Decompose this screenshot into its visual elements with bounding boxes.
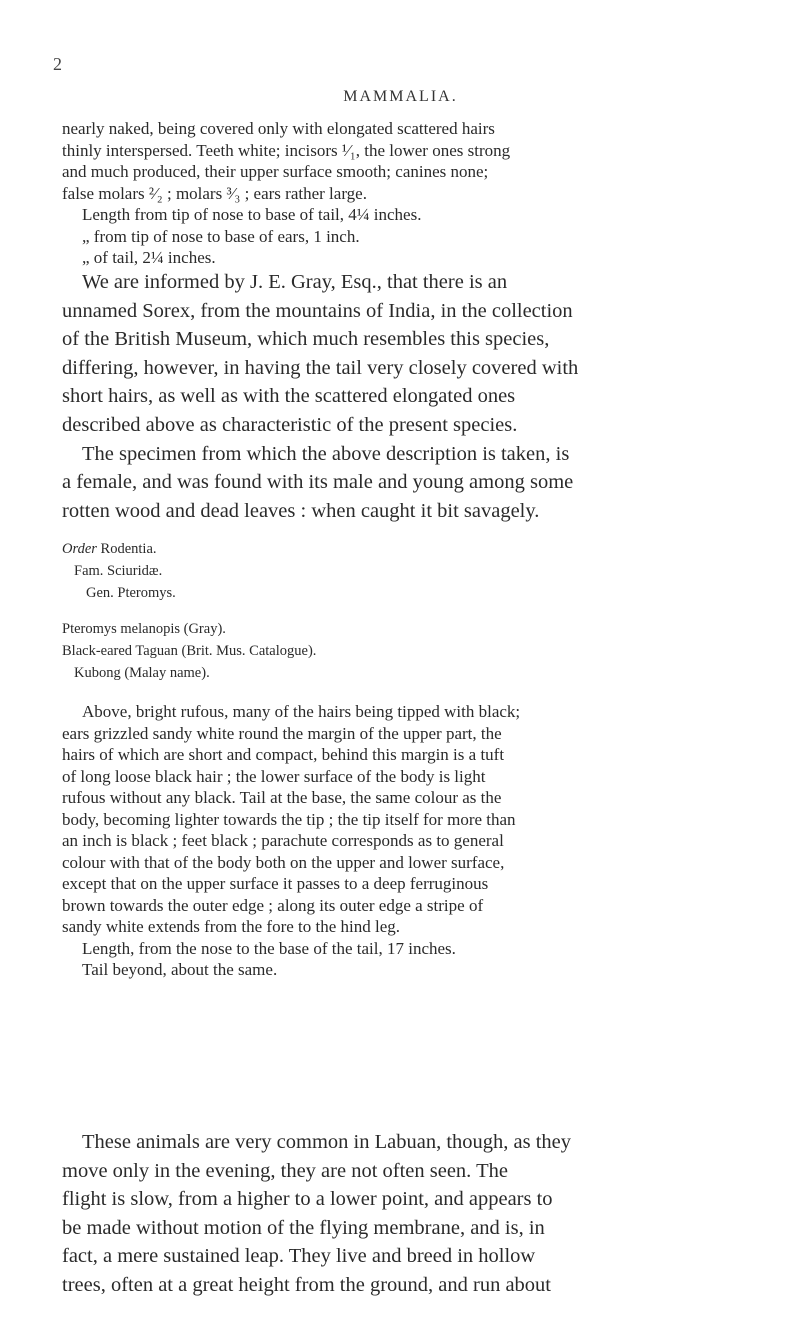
text-line: ears grizzled sandy white round the margin of the upper part, the bbox=[62, 723, 502, 743]
narrative-paragraph bbox=[62, 268, 762, 525]
measurement-line: „ of tail, 2¼ inches. bbox=[82, 248, 216, 267]
taxonomy-local-name: Kubong (Malay name). bbox=[74, 665, 210, 681]
text-line: rotten wood and dead leaves : when caught it bit savagely. bbox=[62, 499, 540, 522]
taxonomy-species: Pteromys melanopis (Gray). bbox=[62, 621, 226, 637]
taxonomy-family: Fam. Sciuridæ. bbox=[74, 563, 163, 579]
text-line: colour with that of the body both on the upper and lower surface, bbox=[62, 852, 505, 872]
text-line: described above as characteristic of the present species. bbox=[62, 413, 518, 436]
text-line: unnamed Sorex, from the mountains of India, in the collection bbox=[62, 299, 573, 322]
measurement-line: Tail beyond, about the same. bbox=[82, 960, 278, 979]
taxonomy-common-name: Black-eared Taguan (Brit. Mus. Catalogue). bbox=[62, 643, 317, 659]
text-line: and much produced, their upper surface smooth; canines none; bbox=[62, 162, 489, 181]
text-line: of the British Museum, which much resembles this species, bbox=[62, 328, 550, 351]
text-line: fact, a mere sustained leap. They live and breed in hollow bbox=[62, 1245, 536, 1268]
text-line: thinly interspersed. Teeth white; incisors ¹⁄₁, the lower ones strong bbox=[62, 140, 511, 160]
text-line: rufous without any black. Tail at the base, the same colour as the bbox=[62, 788, 502, 807]
narrative-paragraph bbox=[62, 1128, 762, 1300]
text-line: brown towards the outer edge ; along its outer edge a stripe of bbox=[62, 895, 484, 915]
text-line: hairs of which are short and compact, behind this margin is a tuft bbox=[62, 745, 505, 764]
text-line: differing, however, in having the tail very closely covered with bbox=[62, 356, 579, 379]
species-description bbox=[62, 701, 762, 981]
text-line: be made without motion of the flying membrane, and is, in bbox=[62, 1216, 545, 1239]
text-line: nearly naked, being covered only with elongated scattered hairs bbox=[62, 119, 495, 138]
measurement-line: Length, from the nose to the base of the tail, 17 inches. bbox=[82, 938, 456, 958]
text-line: These animals are very common in Labuan, though, as they bbox=[82, 1131, 572, 1153]
text-line: trees, often at a great height from the ground, and run about bbox=[62, 1273, 551, 1296]
text-line: sandy white extends from the fore to the hind leg. bbox=[62, 917, 401, 936]
text-line: a female, and was found with its male and young among some bbox=[62, 471, 574, 494]
running-title: MAMMALIA. bbox=[343, 88, 458, 105]
measurement-line: Length from tip of nose to base of tail, 4¼ inches. bbox=[82, 205, 422, 224]
text-line: flight is slow, from a higher to a lower point, and appears to bbox=[62, 1188, 553, 1211]
description-paragraph bbox=[62, 118, 762, 269]
taxonomy-block bbox=[62, 538, 762, 684]
text-line: of long loose black hair ; the lower surface of the body is light bbox=[62, 766, 486, 786]
taxonomy-genus: Gen. Pteromys. bbox=[86, 585, 176, 601]
taxonomy-order bbox=[62, 538, 762, 560]
text-line: The specimen from which the above description is taken, is bbox=[82, 442, 570, 465]
text-line: We are informed by J. E. Gray, Esq., that there is an bbox=[82, 271, 508, 293]
text-line: body, becoming lighter towards the tip ; the tip itself for more than bbox=[62, 809, 516, 829]
text-line: Above, bright rufous, many of the hairs being tipped with black; bbox=[82, 702, 521, 721]
order-label: Order bbox=[62, 541, 97, 557]
measurement-line: „ from tip of nose to base of ears, 1 inch. bbox=[82, 226, 360, 246]
text-line: move only in the evening, they are not often seen. The bbox=[62, 1159, 508, 1182]
text-line: an inch is black ; feet black ; parachute corresponds as to general bbox=[62, 831, 504, 850]
text-line: false molars ²⁄₂ ; molars ³⁄₃ ; ears rather large. bbox=[62, 183, 367, 203]
text-line: except that on the upper surface it passes to a deep ferruginous bbox=[62, 874, 489, 893]
page-number: 2 bbox=[53, 54, 62, 74]
order-name: Rodentia. bbox=[100, 541, 157, 557]
text-line: short hairs, as well as with the scattered elongated ones bbox=[62, 385, 516, 408]
